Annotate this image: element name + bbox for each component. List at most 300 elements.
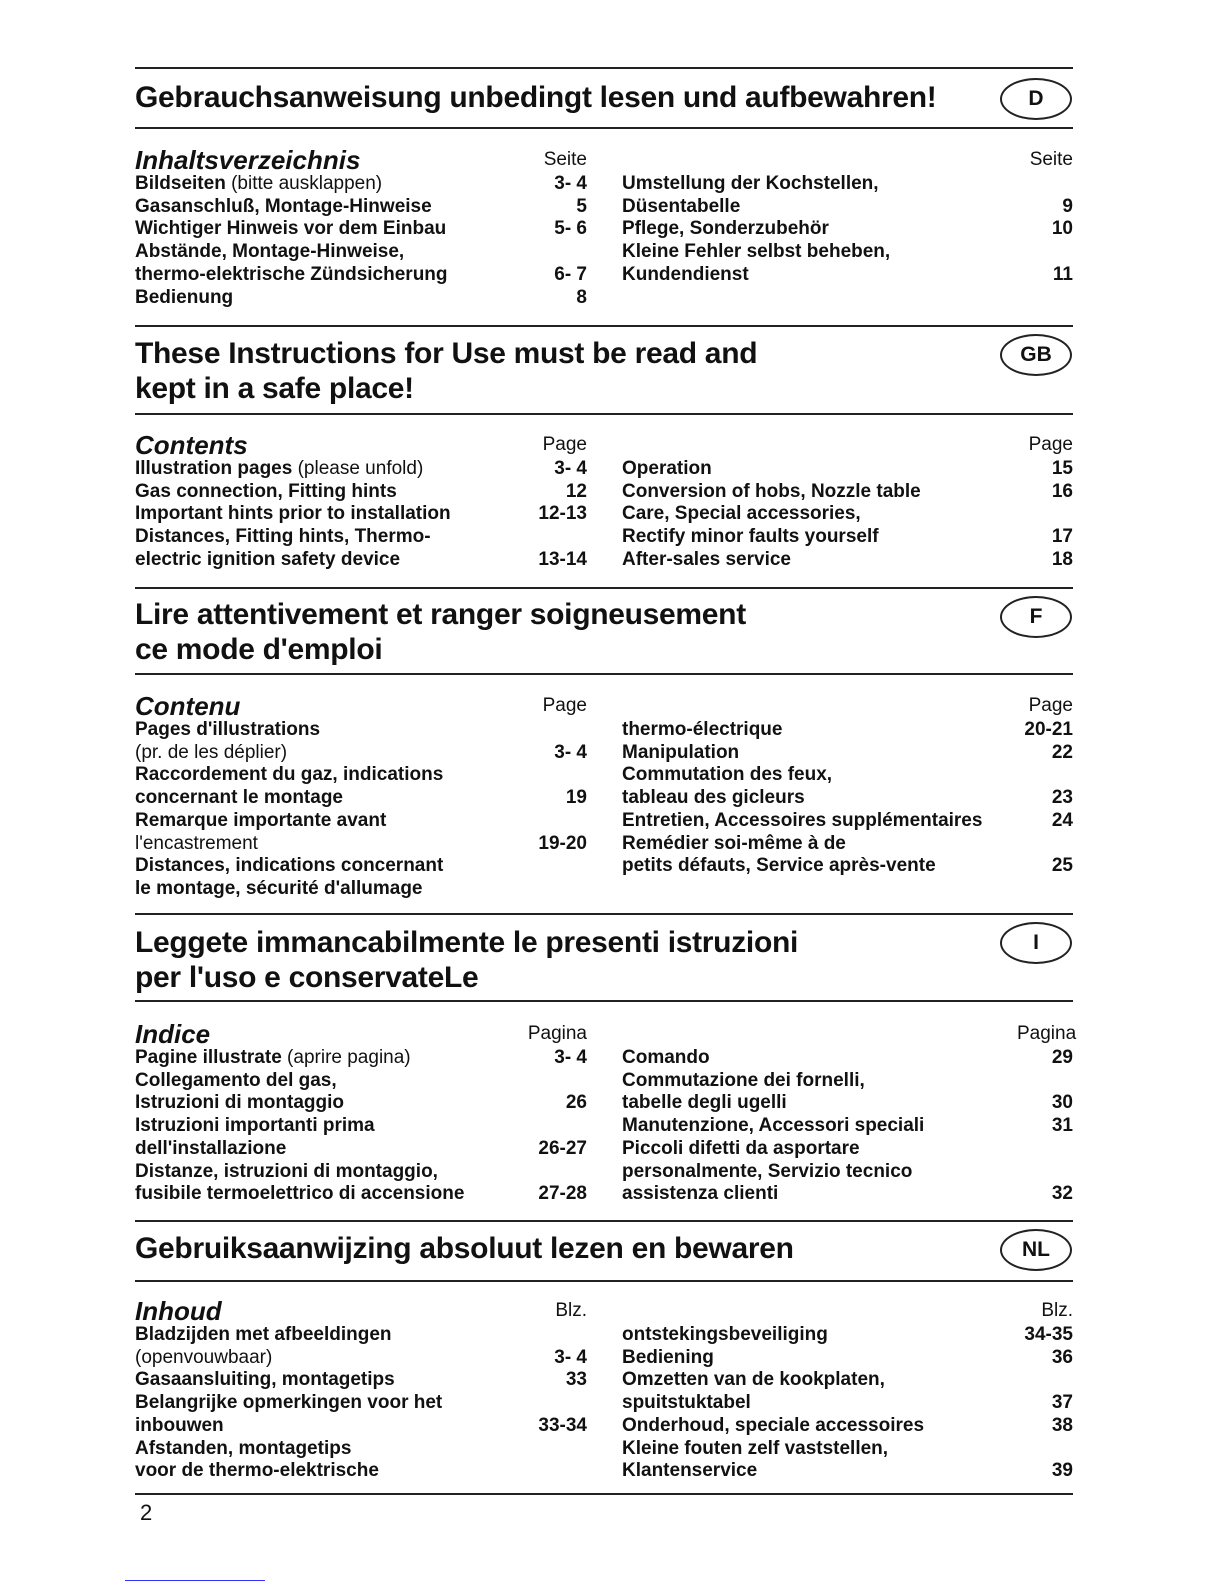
toc-entry-right: Remédier soi-même à de (622, 832, 846, 854)
entry-page: 12 (565, 480, 587, 502)
toc-entry-right: Comando (622, 1047, 710, 1068)
entry-page (1017, 1438, 1073, 1461)
spacer (587, 787, 622, 810)
toc-entry-left (135, 1460, 525, 1483)
toc-entry-left (135, 1161, 525, 1184)
spacer (587, 241, 622, 264)
table-of-contents (135, 432, 1073, 572)
toc-row (135, 241, 1073, 264)
toc-entry-right: Klantenservice (622, 1460, 758, 1482)
entry-page: 32 (1051, 1183, 1073, 1205)
toc-entry-left (135, 503, 525, 526)
entry-page (1017, 1070, 1073, 1093)
toc-entry-right: Conversion of hobs, Nozzle table (622, 480, 921, 502)
toc-entry-left (135, 719, 525, 742)
spacer (622, 1298, 1017, 1324)
toc-entry-left (135, 1183, 525, 1206)
toc-title: Indice (135, 1019, 211, 1049)
toc-row (135, 1092, 1073, 1115)
entry-page: 3- 4 (554, 1346, 587, 1368)
toc-row (135, 719, 1073, 742)
toc-row (135, 1392, 1073, 1415)
toc-entry-left (135, 764, 525, 787)
entry-page: 5 (576, 195, 587, 217)
toc-row (135, 287, 1073, 310)
entry-text: electric ignition safety device (135, 548, 401, 570)
spacer (587, 432, 622, 458)
entry-page (1017, 1138, 1073, 1161)
entry-page: 15 (1051, 458, 1073, 479)
entry-text: Bedienung (135, 286, 234, 308)
toc-entry-right (622, 287, 1017, 310)
entry-page: 23 (1051, 787, 1073, 809)
spacer (587, 1438, 622, 1461)
toc-header (135, 693, 1073, 719)
page-label: Page (1028, 434, 1073, 455)
toc-row (135, 173, 1073, 196)
bottom-rule (135, 1493, 1073, 1495)
spacer (622, 432, 1017, 458)
page-label: Blz. (555, 1300, 587, 1321)
entry-text: voor de thermo-elektrische (135, 1460, 379, 1482)
toc-entry-left (135, 1438, 525, 1461)
spacer (587, 1138, 622, 1161)
toc-row (135, 1347, 1073, 1370)
toc-entry-right: Kleine Fehler selbst beheben, (622, 241, 891, 263)
entry-text: Raccordement du gaz, indications (135, 764, 444, 786)
heading-line: Leggete immancabilmente le presenti istruzioni (135, 926, 799, 959)
section-heading (135, 925, 975, 995)
page-number: 2 (140, 1500, 153, 1525)
entry-page (1017, 503, 1073, 526)
entry-page: 3- 4 (554, 741, 587, 763)
entry-text: le montage, sécurité d'allumage (135, 877, 423, 899)
spacer (587, 1460, 622, 1483)
entry-note: (please unfold) (292, 458, 424, 479)
language-badge: GB (1000, 334, 1072, 376)
toc-title: Contents (135, 430, 248, 460)
toc-row (135, 1369, 1073, 1392)
spacer (587, 1047, 622, 1070)
entry-page: 39 (1051, 1460, 1073, 1482)
entry-page (1017, 878, 1073, 901)
toc-row (135, 458, 1073, 481)
entry-text: Illustration pages (135, 458, 293, 479)
spacer (587, 742, 622, 765)
toc-row (135, 549, 1073, 572)
entry-page (1017, 1369, 1073, 1392)
toc-entry-left (135, 810, 525, 833)
spacer (587, 878, 622, 901)
toc-entry-right: Umstellung der Kochstellen, (622, 173, 879, 194)
spacer (587, 1392, 622, 1415)
spacer (587, 503, 622, 526)
entry-page (1017, 287, 1073, 310)
heading-line: Gebrauchsanweisung unbedingt lesen und aufbewahren! (135, 81, 937, 114)
entry-text: Gasaansluiting, montagetips (135, 1369, 395, 1391)
toc-row (135, 1115, 1073, 1138)
toc-entry-right: petits défauts, Service après-vente (622, 855, 936, 877)
entry-page: 16 (1051, 480, 1073, 502)
entry-page: 8 (576, 286, 587, 308)
spacer (587, 810, 622, 833)
toc-entry-left (135, 1392, 525, 1415)
page-label: Seite (543, 149, 587, 170)
heading-line: These Instructions for Use must be read and (135, 337, 758, 370)
entry-page: 22 (1051, 741, 1073, 763)
toc-entry-left (135, 1092, 525, 1115)
toc-entry-left (135, 1047, 525, 1070)
toc-entry-left (135, 855, 525, 878)
entry-note: l'encastrement (135, 832, 258, 854)
toc-entry-left (135, 1324, 525, 1347)
entry-text: Wichtiger Hinweis vor dem Einbau (135, 218, 447, 240)
toc-header (135, 432, 1073, 458)
toc-entry-right: Piccoli difetti da asportare (622, 1137, 860, 1159)
entry-page (525, 241, 587, 264)
toc-entry-right: Manutenzione, Accessori speciali (622, 1115, 925, 1137)
entry-text: Belangrijke opmerkingen voor het (135, 1392, 443, 1414)
section-rule (135, 673, 1073, 675)
toc-entry-left (135, 526, 525, 549)
spacer (587, 1161, 622, 1184)
entry-page: 20-21 (1024, 719, 1073, 740)
entry-text: concernant le montage (135, 787, 343, 809)
entry-page: 19-20 (538, 832, 587, 854)
entry-page (525, 878, 587, 901)
spacer (587, 764, 622, 787)
toc-row (135, 1324, 1073, 1347)
spacer (587, 693, 622, 719)
spacer (587, 481, 622, 504)
entry-text: Istruzioni di montaggio (135, 1092, 344, 1114)
toc-row (135, 878, 1073, 901)
spacer (587, 719, 622, 742)
toc-row (135, 503, 1073, 526)
toc-entry-left (135, 787, 525, 810)
toc-entry-left (135, 742, 525, 765)
toc-entry-right: Bediening (622, 1346, 714, 1368)
toc-entry-left (135, 458, 525, 481)
toc-entry-right: thermo-électrique (622, 719, 783, 740)
spacer (587, 1298, 622, 1324)
table-of-contents (135, 693, 1073, 901)
toc-entry-left (135, 833, 525, 856)
toc-row (135, 1438, 1073, 1461)
entry-page: 33-34 (538, 1414, 587, 1436)
entry-text: Pages d'illustrations (135, 719, 321, 740)
toc-row (135, 196, 1073, 219)
entry-page (525, 1115, 587, 1138)
toc-entry-right: Operation (622, 458, 712, 479)
heading-line: ce mode d'emploi (135, 633, 383, 666)
entry-text: Bladzijden met afbeeldingen (135, 1324, 392, 1345)
entry-text: thermo-elektrische Zündsicherung (135, 263, 448, 285)
section-rule (135, 127, 1073, 129)
spacer (587, 1324, 622, 1347)
entry-text: Collegamento del gas, (135, 1069, 337, 1091)
spacer (587, 218, 622, 241)
entry-page: 17 (1051, 526, 1073, 548)
entry-page: 18 (1051, 548, 1073, 570)
entry-page (525, 1438, 587, 1461)
toc-entry-right: Manipulation (622, 741, 740, 763)
section-rule (135, 1000, 1073, 1002)
toc-entry-right: Rectify minor faults yourself (622, 526, 879, 548)
toc-entry-right: Care, Special accessories, (622, 503, 861, 525)
toc-entry-left (135, 1369, 525, 1392)
spacer (587, 549, 622, 572)
toc-entry-left (135, 1415, 525, 1438)
language-badge: NL (1000, 1229, 1072, 1271)
link-underline (125, 1580, 265, 1581)
spacer (587, 287, 622, 310)
entry-page (525, 1460, 587, 1483)
spacer (587, 526, 622, 549)
entry-page (525, 855, 587, 878)
section-heading (135, 80, 975, 115)
table-of-contents (135, 1019, 1077, 1206)
entry-page: 12-13 (538, 503, 587, 525)
toc-entry-left (135, 218, 525, 241)
toc-title: Inhaltsverzeichnis (135, 145, 361, 175)
toc-row (135, 264, 1073, 287)
spacer (587, 855, 622, 878)
spacer (622, 147, 1017, 173)
entry-page (525, 764, 587, 787)
toc-entry-right: Onderhoud, speciale accessoires (622, 1414, 925, 1436)
toc-entry-right: spuitstuktabel (622, 1392, 751, 1414)
toc-entry-left (135, 1347, 525, 1370)
spacer (587, 1070, 622, 1093)
entry-text: Gasanschluß, Montage-Hinweise (135, 195, 432, 217)
entry-page: 3- 4 (554, 458, 587, 479)
entry-text: inbouwen (135, 1414, 224, 1436)
page-label: Pagina (527, 1023, 587, 1044)
entry-page (1017, 173, 1073, 196)
entry-page (525, 1070, 587, 1093)
language-badge: F (1000, 596, 1072, 638)
entry-note: (pr. de les déplier) (135, 741, 288, 763)
page-label: Blz. (1041, 1300, 1073, 1321)
spacer (587, 1347, 622, 1370)
entry-text: Afstanden, montagetips (135, 1437, 352, 1459)
toc-entry-right: Kundendienst (622, 263, 749, 285)
entry-text: Abstände, Montage-Hinweise, (135, 241, 405, 263)
section-rule (135, 413, 1073, 415)
spacer (622, 1021, 1017, 1047)
section-top-rule (135, 325, 1073, 327)
entry-text: Pagine illustrate (135, 1047, 282, 1068)
table-of-contents (135, 147, 1073, 309)
toc-entry-left (135, 241, 525, 264)
spacer (587, 1092, 622, 1115)
section-top-rule (135, 587, 1073, 589)
entry-page: 19 (565, 787, 587, 809)
toc-entry-left (135, 196, 525, 219)
entry-page: 25 (1051, 855, 1073, 877)
entry-page (525, 1324, 587, 1347)
heading-line: kept in a safe place! (135, 372, 414, 405)
entry-page: 5- 6 (554, 218, 587, 240)
section-heading (135, 336, 975, 406)
table-of-contents (135, 1298, 1073, 1483)
toc-row (135, 764, 1073, 787)
entry-page: 26 (565, 1092, 587, 1114)
entry-text: Istruzioni importanti prima (135, 1115, 375, 1137)
entry-page (525, 1392, 587, 1415)
entry-text: Gas connection, Fitting hints (135, 480, 397, 502)
entry-text: fusibile termoelettrico di accensione (135, 1183, 465, 1205)
heading-line: Gebruiksaanwijzing absoluut lezen en bewaren (135, 1232, 794, 1265)
entry-page: 38 (1051, 1414, 1073, 1436)
entry-page (525, 1161, 587, 1184)
spacer (587, 264, 622, 287)
page-label: Page (1028, 695, 1073, 716)
toc-entry-left (135, 1138, 525, 1161)
toc-header (135, 1298, 1073, 1324)
language-badge: D (1000, 78, 1072, 120)
toc-header (135, 147, 1073, 173)
toc-row (135, 1047, 1073, 1070)
page-label: Pagina (1017, 1023, 1077, 1044)
entry-page: 29 (1051, 1047, 1073, 1068)
toc-row (135, 481, 1073, 504)
page-label: Page (542, 695, 587, 716)
entry-page: 3- 4 (554, 173, 587, 194)
entry-page: 27-28 (538, 1183, 587, 1205)
entry-page: 37 (1051, 1392, 1073, 1414)
entry-page: 36 (1051, 1346, 1073, 1368)
toc-entry-right: tableau des gicleurs (622, 787, 805, 809)
spacer (587, 1183, 622, 1206)
spacer (587, 1021, 622, 1047)
toc-entry-right: After-sales service (622, 548, 791, 570)
entry-page (1017, 1161, 1073, 1184)
entry-page: 11 (1052, 263, 1073, 285)
toc-row (135, 787, 1073, 810)
toc-entry-right: Entretien, Accessoires supplémentaires (622, 809, 983, 831)
toc-row (135, 742, 1073, 765)
page-label: Page (542, 434, 587, 455)
toc-entry-right: ontstekingsbeveiliging (622, 1324, 828, 1345)
entry-page: 31 (1051, 1115, 1073, 1137)
toc-entry-left (135, 549, 525, 572)
toc-row (135, 526, 1073, 549)
toc-entry-right: personalmente, Servizio tecnico (622, 1160, 913, 1182)
entry-text: Distanze, istruzioni di montaggio, (135, 1160, 438, 1182)
toc-entry-right (622, 878, 1017, 901)
entry-note: (openvouwbaar) (135, 1346, 273, 1368)
entry-text: Important hints prior to installation (135, 503, 451, 525)
entry-text: Remarque importante avant (135, 809, 387, 831)
entry-note: (aprire pagina) (281, 1047, 411, 1068)
spacer (587, 1369, 622, 1392)
heading-line: per l'uso e conservateLe (135, 961, 479, 994)
toc-entry-right: assistenza clienti (622, 1183, 779, 1205)
toc-entry-right: tabelle degli ugelli (622, 1092, 787, 1114)
toc-entry-left (135, 1070, 525, 1093)
entry-page: 10 (1051, 218, 1073, 240)
entry-page: 3- 4 (554, 1047, 587, 1068)
entry-page: 6- 7 (554, 263, 587, 285)
spacer (587, 173, 622, 196)
entry-page (525, 526, 587, 549)
spacer (587, 196, 622, 219)
spacer (622, 693, 1017, 719)
section-heading (135, 1231, 975, 1266)
toc-entry-right: Düsentabelle (622, 195, 741, 217)
entry-page: 13-14 (538, 548, 587, 570)
spacer (587, 458, 622, 481)
entry-page: 30 (1051, 1092, 1073, 1114)
toc-entry-right: Commutazione dei fornelli, (622, 1069, 865, 1091)
entry-page (1017, 241, 1073, 264)
entry-note: (bitte ausklappen) (225, 173, 383, 194)
toc-header (135, 1019, 1077, 1049)
toc-row (135, 810, 1073, 833)
entry-page (1017, 833, 1073, 856)
language-badge: I (1000, 922, 1072, 964)
toc-entry-left (135, 481, 525, 504)
toc-row (135, 1183, 1073, 1206)
entry-page (525, 719, 587, 742)
toc-entry-left (135, 878, 525, 901)
spacer (587, 147, 622, 173)
entry-text: Distances, indications concernant (135, 855, 444, 877)
spacer (587, 1415, 622, 1438)
toc-title: Contenu (135, 691, 241, 721)
toc-entry-left (135, 173, 525, 196)
section-top-rule (135, 67, 1073, 69)
toc-entry-right: Pflege, Sonderzubehör (622, 218, 829, 240)
entry-page (1017, 764, 1073, 787)
toc-entry-left (135, 1115, 525, 1138)
toc-entry-right: Omzetten van de kookplaten, (622, 1369, 885, 1391)
entry-text: dell'installazione (135, 1137, 287, 1159)
toc-row (135, 1415, 1073, 1438)
toc-row (135, 1161, 1073, 1184)
entry-page: 34-35 (1024, 1324, 1073, 1345)
entry-page (525, 810, 587, 833)
toc-entry-left (135, 287, 525, 310)
toc-title: Inhoud (135, 1296, 222, 1326)
toc-row (135, 1070, 1073, 1093)
section-top-rule (135, 913, 1073, 915)
toc-row (135, 855, 1073, 878)
toc-row (135, 1138, 1073, 1161)
toc-row (135, 218, 1073, 241)
entry-page: 9 (1062, 195, 1073, 217)
toc-entry-right: Kleine fouten zelf vaststellen, (622, 1437, 889, 1459)
spacer (587, 1115, 622, 1138)
entry-page: 33 (565, 1369, 587, 1391)
toc-row (135, 1460, 1073, 1483)
entry-text: Distances, Fitting hints, Thermo- (135, 526, 431, 548)
entry-page: 24 (1051, 809, 1073, 831)
section-rule (135, 1280, 1073, 1282)
page-label: Seite (1029, 149, 1073, 170)
entry-page: 26-27 (538, 1137, 587, 1159)
toc-row (135, 833, 1073, 856)
entry-text: Bildseiten (135, 173, 226, 194)
spacer (587, 833, 622, 856)
section-heading (135, 597, 975, 667)
toc-entry-left (135, 264, 525, 287)
heading-line: Lire attentivement et ranger soigneusement (135, 598, 746, 631)
section-top-rule (135, 1220, 1073, 1222)
toc-entry-right: Commutation des feux, (622, 764, 833, 786)
